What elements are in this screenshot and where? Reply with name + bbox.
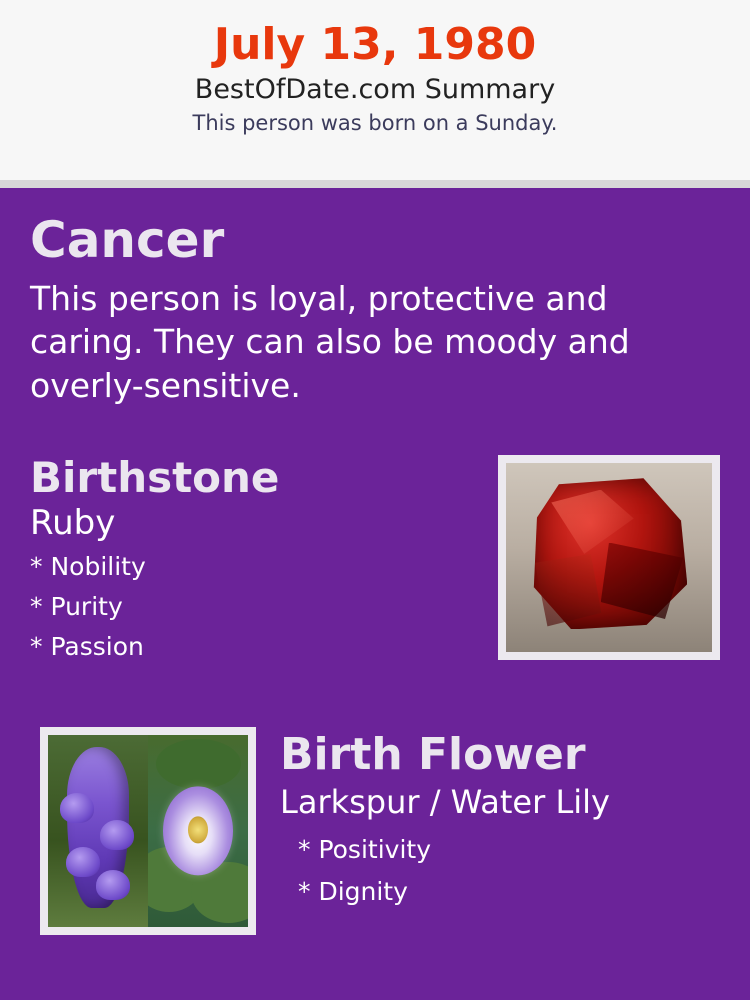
birthstone-heading: Birthstone bbox=[30, 453, 280, 503]
birthstone-name: Ruby bbox=[30, 503, 116, 544]
water-lily-photo bbox=[148, 735, 248, 927]
larkspur-photo bbox=[48, 735, 148, 927]
birth-flower-heading: Birth Flower bbox=[280, 729, 586, 781]
water-lily-bloom bbox=[163, 787, 233, 875]
site-summary-label: BestOfDate.com Summary bbox=[194, 74, 556, 106]
larkspur-petal bbox=[100, 820, 134, 851]
birthstone-image-frame bbox=[498, 455, 720, 660]
birthstone-trait: * Passion bbox=[30, 632, 144, 662]
zodiac-sign-name: Cancer bbox=[30, 211, 225, 269]
birthstone-text-block bbox=[30, 455, 460, 662]
ruby-gemstone-photo bbox=[506, 463, 712, 652]
birth-flower-name: Larkspur / Water Lily bbox=[280, 782, 610, 821]
larkspur-petal bbox=[60, 793, 94, 824]
birth-flower-trait: * Dignity bbox=[298, 877, 408, 907]
birth-flower-trait: * Positivity bbox=[298, 835, 431, 865]
lily-pad bbox=[156, 739, 241, 789]
birth-flower-section bbox=[30, 727, 720, 942]
birthstone-trait: * Nobility bbox=[30, 552, 146, 582]
larkspur-petal bbox=[96, 870, 130, 901]
zodiac-description: This person is loyal, protective and caring. They can also be moody and overly-sensitive. bbox=[30, 278, 630, 405]
birth-flower-text-block bbox=[280, 727, 720, 907]
birth-flower-image-frame bbox=[40, 727, 256, 935]
page-header bbox=[0, 0, 750, 180]
page-title: July 13, 1980 bbox=[213, 19, 537, 70]
header-divider bbox=[0, 180, 750, 188]
details-panel bbox=[0, 188, 750, 1000]
larkspur-and-water-lily-photo bbox=[48, 735, 248, 927]
born-day-text: This person was born on a Sunday. bbox=[192, 111, 558, 136]
birthstone-section bbox=[30, 455, 720, 685]
larkspur-petal bbox=[66, 847, 100, 878]
birthstone-trait: * Purity bbox=[30, 592, 123, 622]
